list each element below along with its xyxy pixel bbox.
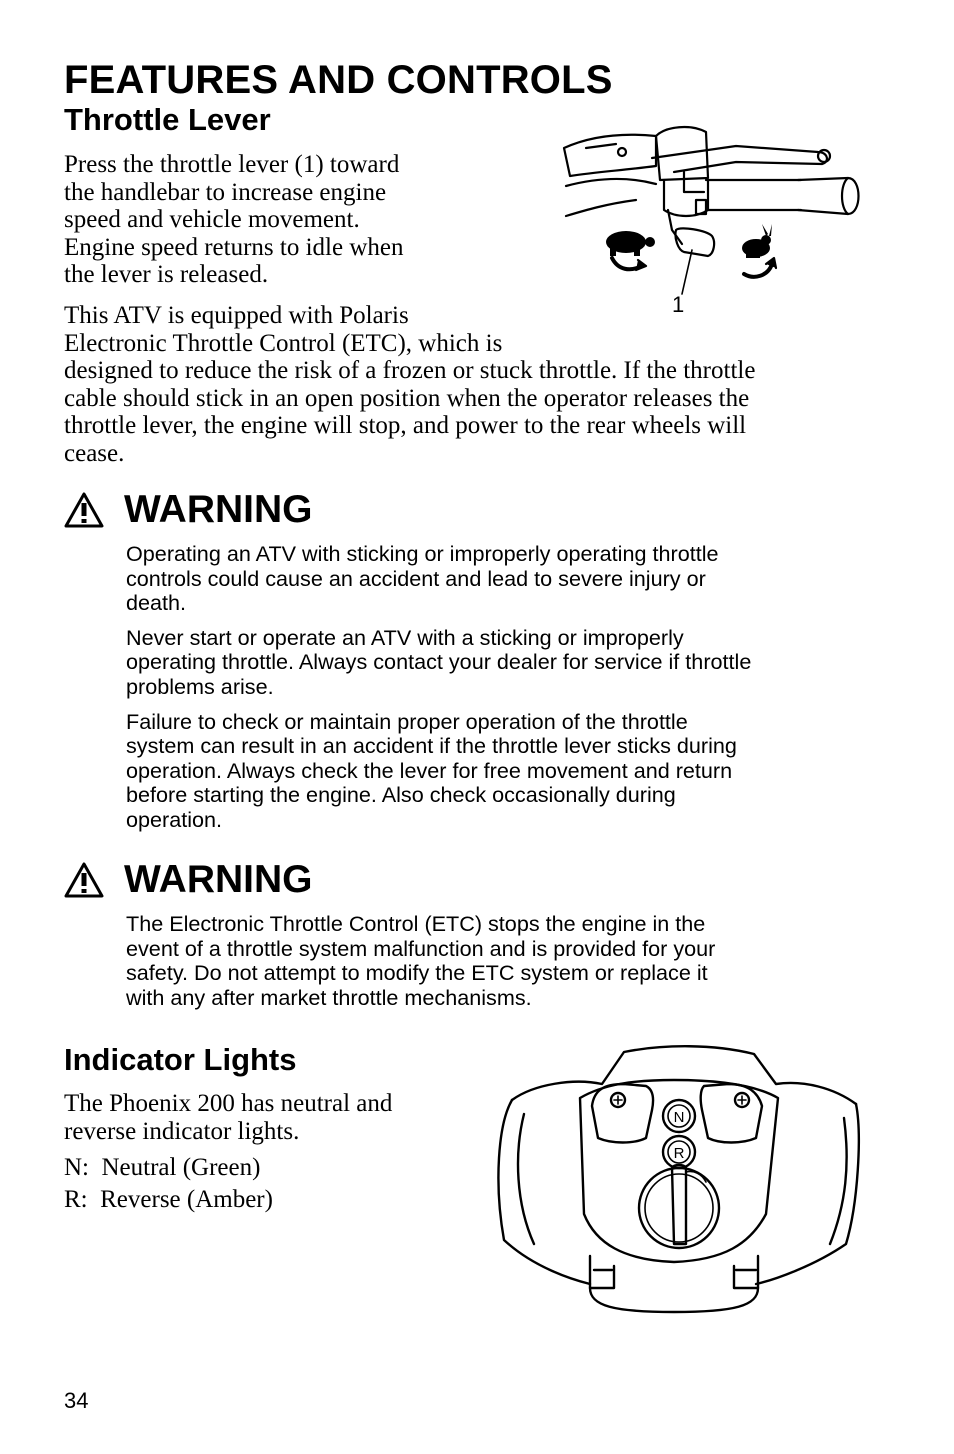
throttle-lever-illustration [556,118,876,323]
list-item-neutral: N: Neutral (Green) [64,1154,261,1181]
warning-paragraph [126,912,866,1010]
warning-body-1 [126,542,866,843]
text-line: Engine speed returns to idle when [64,233,404,261]
warning-paragraph [126,710,866,833]
text-line: speed and vehicle movement. [64,206,360,234]
text-line: operation. Always check the lever for free movement and return [126,757,733,783]
turtle-icon [606,231,655,256]
text-line: This ATV is equipped with Polaris [64,302,409,329]
text-line: cease. [64,439,125,467]
text-line: reverse indicator lights. [64,1117,300,1145]
reverse-light-label: R [673,1145,685,1162]
warning-triangle-icon [64,862,104,898]
throttle-paragraph-2 [64,302,904,468]
warning-paragraph [126,542,866,616]
text-line: cable should stick in an open position when the operator releases the [64,384,750,412]
text-line: designed to reduce the risk of a frozen or stuck throttle. If the throttle [64,357,756,385]
page-title: FEATURES AND CONTROLS [64,58,613,102]
text-line: with any after market throttle mechanisms. [126,984,532,1010]
text-line: event of a throttle system malfunction and is provided for your [126,935,716,961]
indicator-lights-heading: Indicator Lights [64,1042,297,1077]
text-line: the handlebar to increase engine [64,178,387,206]
text-line: problems arise. [126,673,274,699]
page-number: 34 [64,1388,89,1413]
text-line: The Phoenix 200 has neutral and [64,1090,393,1117]
throttle-paragraph-1 [64,151,464,289]
text-line: Operating an ATV with sticking or improperly operating throttle [126,541,719,566]
warning-triangle-icon [64,492,104,528]
text-line: Never start or operate an ATV with a sticking or improperly [126,624,684,650]
text-line: before starting the engine. Also check occasionally during [126,782,676,808]
text-line: Failure to check or maintain proper operation of the throttle [126,708,688,734]
warning-heading-2 [64,858,313,902]
warning-title: WARNING [124,858,313,901]
warning-title: WARNING [124,488,313,531]
rabbit-icon [742,224,772,258]
text-line: Press the throttle lever (1) toward [64,151,400,178]
warning-paragraph [126,626,866,700]
indicator-panel-illustration [494,1044,862,1316]
text-line: operating throttle. Always contact your dealer for service if throttle [126,649,752,675]
text-line: the lever is released. [64,261,269,289]
text-line: operation. [126,806,223,832]
neutral-light-label: N [673,1109,685,1126]
text-line: safety. Do not attempt to modify the ETC system or replace it [126,960,708,986]
list-item-reverse: R: Reverse (Amber) [64,1186,273,1213]
text-line: controls could cause an accident and lead to severe injury or [126,565,706,591]
text-line: system can result in an accident if the throttle lever sticks during [126,733,737,759]
indicator-intro [64,1090,464,1145]
warning-heading-1 [64,488,313,532]
warning-body-2 [126,912,866,1020]
throttle-lever-heading: Throttle Lever [64,102,271,137]
text-line: Electronic Throttle Control (ETC), which is [64,329,503,357]
text-line: throttle lever, the engine will stop, and power to the rear wheels will [64,412,747,440]
figure-callout-1: 1 [672,292,685,317]
text-line: death. [126,590,187,616]
text-line: The Electronic Throttle Control (ETC) stops the engine in the [126,911,706,936]
indicator-list [64,1152,273,1216]
